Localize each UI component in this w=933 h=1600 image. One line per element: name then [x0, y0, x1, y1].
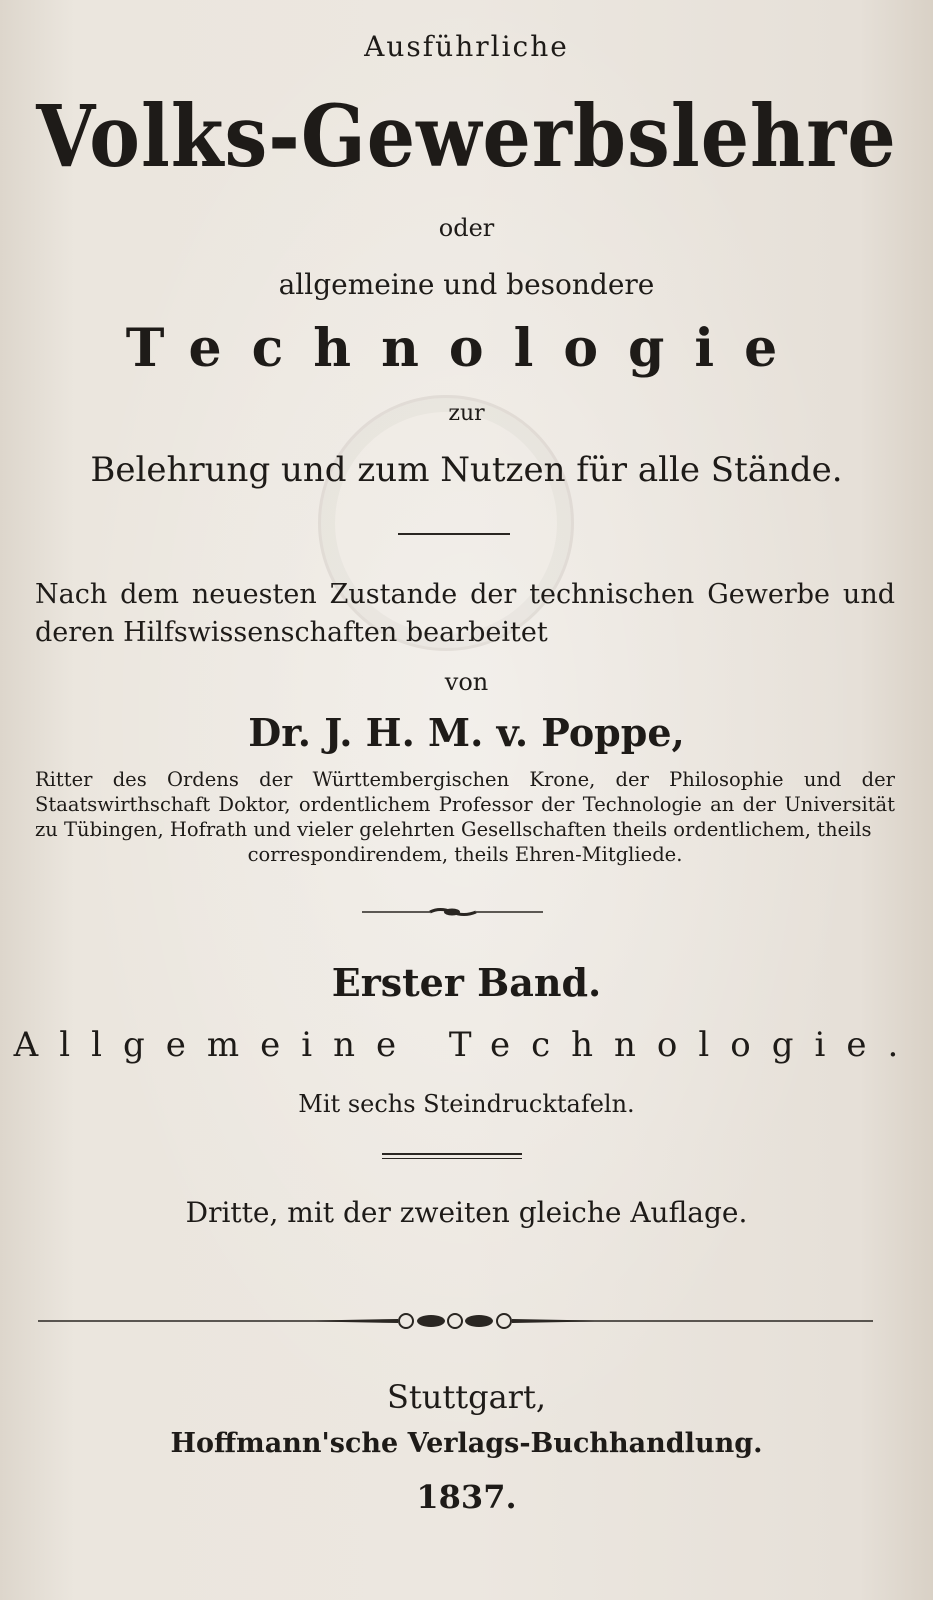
- imprint-place: Stuttgart,: [387, 1378, 546, 1416]
- conjunction-oder: oder: [438, 214, 495, 242]
- edition-note: Dritte, mit der zweiten gleiche Auflage.: [185, 1196, 748, 1229]
- short-divider: [398, 533, 510, 535]
- author-titles-main: Ritter des Ordens der Württembergischen Krone, der Philosophie und der Staatswirthschaft Doktor, ordentlichem Professor der Technologie an der Universität zu Tübingen, Hofrath und vieler gelehrten Gesellschaften theils ordentlichem, theils: [35, 768, 895, 841]
- double-rule-bottom: [382, 1158, 522, 1159]
- double-rule-top: [382, 1153, 522, 1155]
- subtitle-mid: allgemeine und besondere: [278, 268, 655, 301]
- imprint-year: 1837.: [416, 1478, 517, 1516]
- volume-heading: Erster Band.: [331, 960, 602, 1005]
- ornament-divider-small: [360, 904, 545, 920]
- subtitle-top: Ausführliche: [364, 30, 569, 63]
- description-text: Nach dem neuesten Zustande der technischen Gewerbe und deren Hilfswissenschaften bearbeitet: [35, 579, 895, 648]
- main-title: Volks-Gewerbslehre: [36, 86, 897, 187]
- author-titles: [35, 767, 895, 867]
- author-name: Dr. J. H. M. v. Poppe,: [248, 710, 685, 755]
- preposition-zur: zur: [448, 401, 485, 426]
- purpose-line: Belehrung und zum Nutzen für alle Stände.: [90, 450, 843, 490]
- plates-note: Mit sechs Steindrucktafeln.: [298, 1090, 635, 1118]
- title-technologie: Technologie: [125, 318, 808, 379]
- volume-title: Allgemeine Technologie.: [13, 1025, 920, 1065]
- ornament-divider-large: [38, 1310, 873, 1334]
- preposition-von: von: [444, 668, 489, 696]
- author-titles-last: correspondirendem, theils Ehren-Mitgliede.: [247, 843, 683, 866]
- imprint-publisher: Hoffmann'sche Verlags-Buchhandlung.: [170, 1428, 763, 1459]
